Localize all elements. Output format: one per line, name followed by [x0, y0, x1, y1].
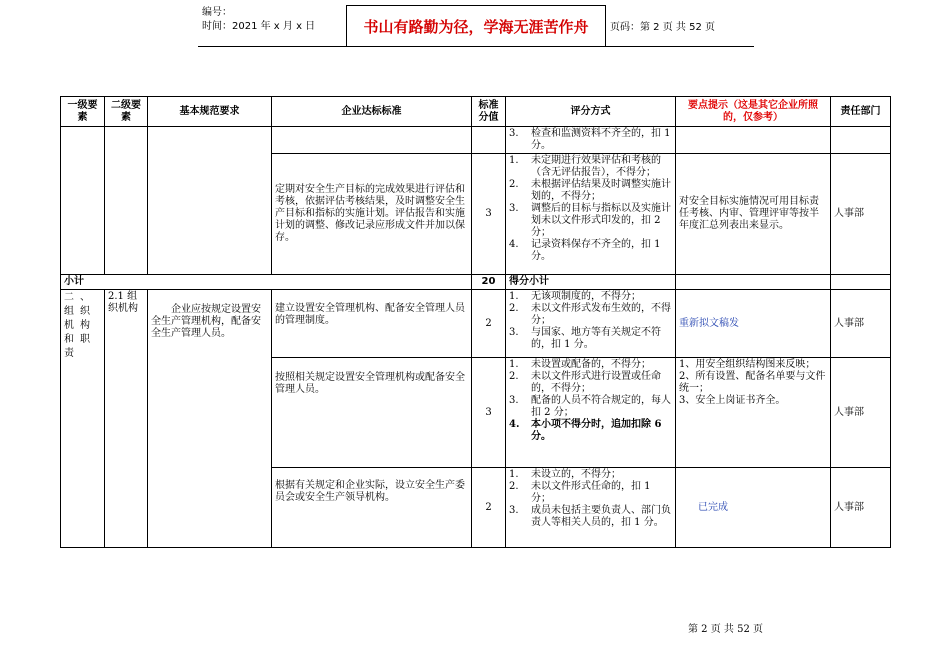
cell-criteria: 建立设置安全管理机构、配备安全管理人员的管理制度。	[272, 290, 472, 358]
col-header: 一级要素	[61, 97, 105, 127]
page-header	[198, 5, 754, 47]
col-header: 标准分值	[472, 97, 506, 127]
cell-tips: 已完成	[676, 468, 831, 548]
cell-score	[472, 127, 506, 154]
method-item: 1. 未定期进行效果评估和考核的（含无评估报告），不得分；	[509, 155, 661, 178]
number-label: 编号：	[202, 6, 232, 18]
cell-method	[506, 358, 676, 468]
standards-table	[60, 96, 891, 548]
cell-method	[506, 154, 676, 275]
cell-l1: 二、组织机构和职责	[61, 290, 105, 548]
method-item: 2. 未以文件形式进行设置或任命的，不得分；	[509, 371, 661, 394]
col-header: 基本规范要求	[148, 97, 272, 127]
subtotal-score: 20	[472, 275, 506, 290]
method-item: 3. 成员未包括主要负责人、部门负责人等相关人员的，扣 1 分。	[509, 505, 671, 528]
cell-criteria: 定期对安全生产目标的完成效果进行评估和考核，依据评估考核结果，及时调整安全生产目标和指标的实施计划。评估报告和实施计划的调整、修改记录应形成文件并加以保存。	[272, 154, 472, 275]
subtotal-label: 小计	[61, 275, 472, 290]
col-header: 企业达标标准	[272, 97, 472, 127]
cell-score: 3	[472, 154, 506, 275]
cell-method	[506, 127, 676, 154]
cell-l1	[61, 127, 105, 275]
cell-criteria	[272, 127, 472, 154]
cell-l2: 2.1 组织机构	[105, 290, 148, 548]
cell-score: 3	[472, 358, 506, 468]
cell-l2	[105, 127, 148, 275]
cell-tips: 对安全目标实施情况可用目标责任考核、内审、管理评审等按半年度汇总列表出来显示。	[676, 154, 831, 275]
time-label: 时间：2021 年 x 月 x 日	[202, 20, 316, 32]
method-item: 4. 本小项不得分时，追加扣除 6 分。	[509, 419, 662, 442]
method-item: 2. 未以文件形式发布生效的，不得分；	[509, 303, 671, 326]
subtotal-row	[61, 275, 891, 290]
page-label: 页码：第 2 页 共 52 页	[606, 6, 755, 47]
method-item: 3. 调整后的目标与指标以及实施计划未以文件形式印发的，扣 2 分；	[509, 203, 671, 238]
table-row	[61, 127, 891, 154]
method-item: 3. 配备的人员不符合规定的，每人扣 2 分；	[509, 395, 671, 418]
method-item: 3. 检查和监测资料不齐全的，扣 1 分。	[509, 128, 671, 151]
cell-dept: 人事部	[831, 154, 891, 275]
header-info	[198, 6, 347, 47]
cell-tips: 重新拟文稿发	[676, 290, 831, 358]
cell-method	[506, 468, 676, 548]
method-item: 1. 未设置或配备的，不得分；	[509, 359, 651, 370]
col-header-tips: 要点提示（这是其它企业所照的，仅参考）	[676, 97, 831, 127]
cell-dept: 人事部	[831, 468, 891, 548]
cell-dept	[831, 127, 891, 154]
col-header: 评分方式	[506, 97, 676, 127]
cell-dept: 人事部	[831, 290, 891, 358]
cell-criteria: 根据有关规定和企业实际，设立安全生产委员会或安全生产领导机构。	[272, 468, 472, 548]
cell-tips: 1、用安全组织结构图来反映； 2、所有设置、配备名单要与文件统一； 3、安全上岗证书齐全。	[676, 358, 831, 468]
col-header: 责任部门	[831, 97, 891, 127]
cell-req	[148, 127, 272, 275]
cell-tips	[676, 127, 831, 154]
cell-score: 2	[472, 290, 506, 358]
method-item: 1. 无该项制度的，不得分；	[509, 291, 641, 302]
col-header: 二级要素	[105, 97, 148, 127]
cell-method	[506, 290, 676, 358]
cell-req: 企业应按规定设置安全生产管理机构，配备安全生产管理人员。	[148, 290, 272, 548]
page-footer: 第 2 页 共 52 页	[688, 624, 763, 635]
table-row	[61, 290, 891, 358]
method-item: 1. 未设立的，不得分；	[509, 469, 621, 480]
method-item: 4. 记录资料保存不齐全的，扣 1 分。	[509, 239, 661, 262]
method-item: 2. 未以文件形式任命的，扣 1 分；	[509, 481, 651, 504]
table-header-row	[61, 97, 891, 127]
cell-score: 2	[472, 468, 506, 548]
motto: 书山有路勤为径，学海无涯苦作舟	[347, 6, 606, 47]
method-item: 2. 未根据评估结果及时调整实施计划的，不得分；	[509, 179, 671, 202]
cell-criteria: 按照相关规定设置安全管理机构或配备安全管理人员。	[272, 358, 472, 468]
method-item: 3. 与国家、地方等有关规定不符的，扣 1 分。	[509, 327, 661, 350]
subtotal-method: 得分小计	[506, 275, 676, 290]
cell-dept: 人事部	[831, 358, 891, 468]
